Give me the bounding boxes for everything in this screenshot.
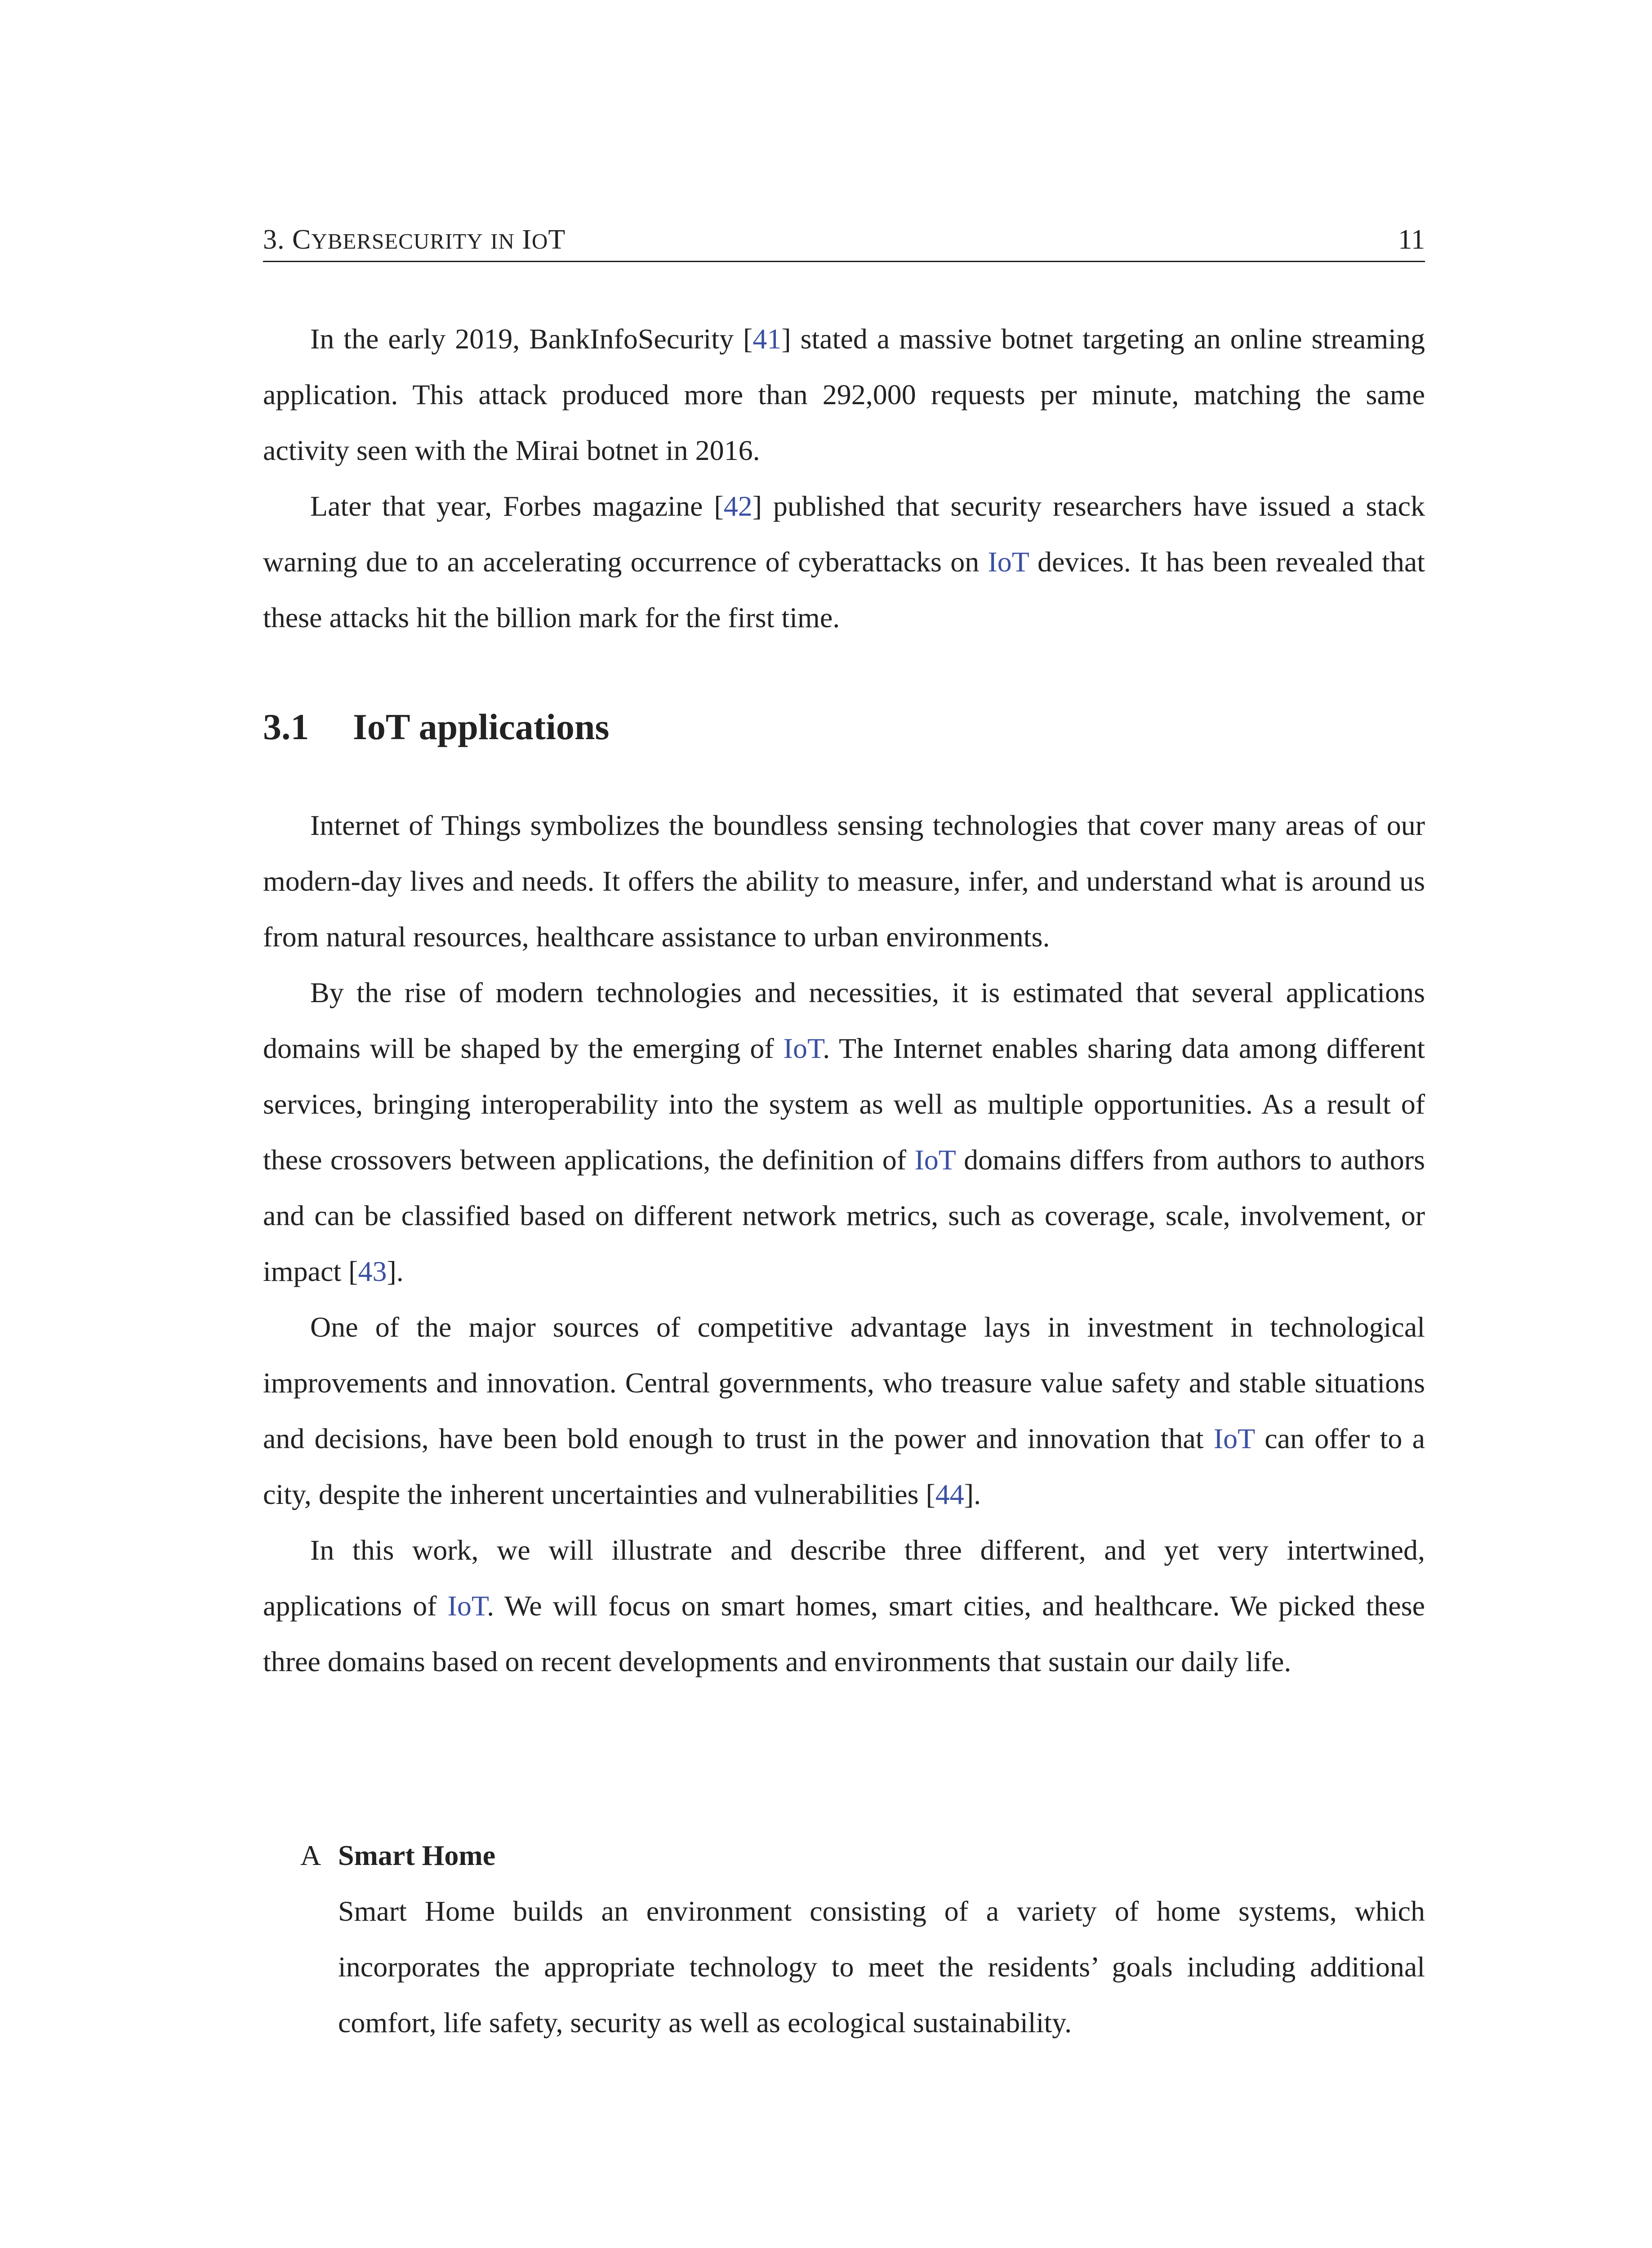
paragraph <box>263 478 1425 646</box>
paragraph <box>263 1299 1425 1522</box>
glossary-link[interactable]: IoT <box>447 1590 487 1622</box>
text-run: By the rise of modern technologies and necessities, it is estimated that several applications domains will be shaped by the emerging of <box>263 977 1425 1064</box>
chapter-title-part: YBERSECURITY <box>311 229 483 254</box>
glossary-link[interactable]: IoT <box>988 546 1029 578</box>
citation-link[interactable]: 42 <box>723 490 753 522</box>
text-run: ]. <box>387 1255 404 1287</box>
text-run: Later that year, Forbes magazine [ <box>310 490 724 522</box>
citation-link[interactable]: 44 <box>935 1478 964 1510</box>
text-run: domains differs from authors to authors and can be classified based on different network metrics, such as coverage, scale, involvement, or impact [ <box>263 1144 1425 1287</box>
chapter-title-part: T <box>548 224 566 255</box>
citation-link[interactable]: 43 <box>358 1255 387 1287</box>
page-number: 11 <box>1398 224 1425 255</box>
citation-link[interactable]: 41 <box>753 323 782 355</box>
chapter-title-space <box>483 224 491 255</box>
text-run: In this work, we will illustrate and describe three different, and yet very intertwined, applications of <box>263 1534 1425 1622</box>
text-run: . We will focus on smart homes, smart cities, and healthcare. We picked these three domains based on recent developments and environments that sustain our daily life. <box>263 1590 1425 1677</box>
text-run: ]. <box>964 1478 981 1510</box>
paragraph: Internet of Things symbolizes the boundless sensing technologies that cover many areas of our modern-day lives and needs. It offers the ability to measure, infer, and understand what is around us from natural resources, healthcare assistance to urban environments. <box>263 809 1425 953</box>
chapter-title <box>263 224 566 256</box>
section-title: IoT applications <box>353 706 610 747</box>
text-run: can offer to a city, despite the inherent uncertainties and vulnerabilities [ <box>263 1423 1425 1510</box>
chapter-title-space <box>515 224 522 255</box>
chapter-title-part: IN <box>490 229 515 254</box>
text-run: ] stated a massive botnet targeting an online streaming application. This attack produced more than 292,000 requests per minute, matching the same activity seen with the Mirai botnet in 2016. <box>263 323 1425 466</box>
text-run: devices. It has been revealed that these attacks hit the billion mark for the first time. <box>263 546 1425 633</box>
text-run: One of the major sources of competitive advantage lays in investment in technological improvements and innovation. Central governments, who treasure value safety and stable situations and decisions, have been bold enough to trust in the power and innovation that <box>263 1311 1425 1454</box>
text-run: In the early 2019, BankInfoSecurity [ <box>310 323 753 355</box>
section-body <box>263 798 1425 1690</box>
list-item-text: Smart Home builds an environment consisting of a variety of home systems, which incorporates the appropriate technology to meet the residents’ goals including additional comfort, life safety, security as well as ecological sustainability. <box>338 1895 1425 2038</box>
paragraph <box>263 1522 1425 1690</box>
glossary-link[interactable]: IoT <box>1213 1423 1255 1454</box>
running-header <box>263 224 1425 262</box>
list-item-marker: A <box>300 1839 321 1871</box>
chapter-title-part: O <box>532 229 548 254</box>
section-number: 3.1 <box>263 706 309 747</box>
text-run: . The Internet enables sharing data among different services, bringing interoperability into the system as well as multiple opportunities. As a result of these crossovers between applications, the definition of <box>263 1032 1425 1176</box>
intro-text <box>263 311 1425 646</box>
paragraph <box>263 965 1425 1299</box>
list-item-title: Smart Home <box>338 1839 496 1871</box>
paragraph <box>263 311 1425 478</box>
chapter-title-part: I <box>522 224 532 255</box>
text-run: ] published that security researchers have issued a stack warning due to an accelerating occurrence of cyberattacks on <box>263 490 1425 578</box>
section-heading <box>263 706 609 748</box>
glossary-link[interactable]: IoT <box>783 1032 823 1064</box>
chapter-title-part: C <box>292 224 312 255</box>
chapter-number: 3. <box>263 224 292 255</box>
glossary-link[interactable]: IoT <box>914 1144 956 1176</box>
